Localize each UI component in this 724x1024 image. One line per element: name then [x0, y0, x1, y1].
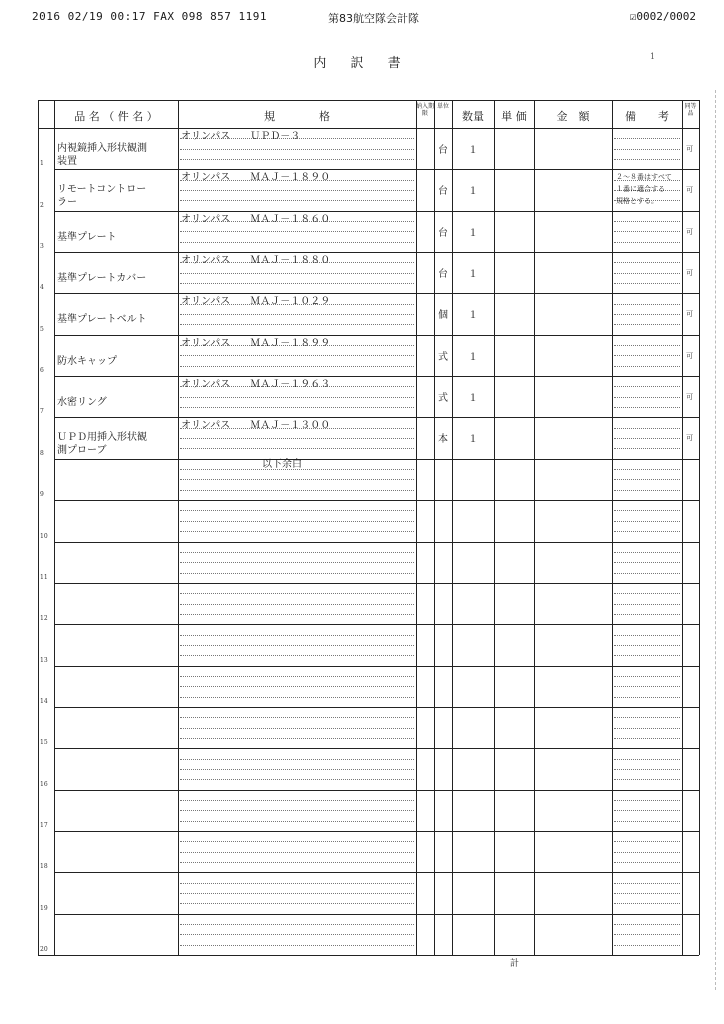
row-line [54, 252, 699, 253]
remarks-subline [614, 428, 680, 429]
remarks-subline [614, 407, 680, 408]
header-spec: 規 格 [264, 110, 330, 123]
row-number: 5 [40, 325, 44, 333]
row-number: 15 [40, 739, 48, 747]
row-line [54, 211, 699, 212]
remarks-subline [614, 604, 680, 605]
spec-subline [180, 149, 414, 150]
spec-subline [180, 934, 414, 935]
item-name: 基準プレートカバー [57, 273, 147, 285]
remarks-subline [614, 345, 680, 346]
spec-subline [180, 769, 414, 770]
equivalent-mark: 可 [686, 393, 693, 402]
remarks-subline [614, 479, 680, 480]
spec-subline [180, 314, 414, 315]
spec-subline [180, 945, 414, 946]
spec-subline [180, 366, 414, 367]
remarks-subline [614, 562, 680, 563]
spec-subline [180, 852, 414, 853]
spec-subline [180, 573, 414, 574]
remarks-subline [614, 531, 680, 532]
spec-subline [180, 676, 414, 677]
row-number: 7 [40, 408, 44, 416]
row-line [54, 500, 699, 501]
item-unit: 式 [438, 351, 448, 363]
fax-header [0, 10, 724, 28]
item-unit: 台 [438, 227, 448, 239]
spec-subline [180, 448, 414, 449]
spec-subline [180, 800, 414, 801]
item-quantity: １ [468, 310, 478, 322]
remarks-subline [614, 821, 680, 822]
row-line [54, 707, 699, 708]
header-quantity: 数量 [462, 110, 484, 123]
remarks-subline [614, 924, 680, 925]
column-line [699, 100, 700, 955]
remarks-subline [614, 728, 680, 729]
spec-subline [180, 604, 414, 605]
row-number: 13 [40, 656, 48, 664]
column-line [494, 100, 495, 955]
item-name: ＵＰＤ用挿入形状観 測プローブ [57, 432, 147, 457]
remarks-subline [614, 242, 680, 243]
column-line [416, 100, 417, 955]
spec-subline [180, 717, 414, 718]
fax-page-counter: ☑0002/0002 [629, 10, 696, 23]
spec-subline [180, 614, 414, 615]
item-quantity: １ [468, 269, 478, 281]
remarks-subline [614, 397, 680, 398]
item-unit: 本 [438, 434, 448, 446]
row-line [54, 790, 699, 791]
spec-subline [180, 242, 414, 243]
row-line [54, 624, 699, 625]
remarks-subline [614, 800, 680, 801]
spec-subline [180, 190, 414, 191]
remarks-subline [614, 883, 680, 884]
header-divider [38, 128, 699, 129]
spec-subline [180, 862, 414, 863]
item-spec: オリンパス ＭＡＪ－１８９０ [181, 172, 331, 184]
column-line [54, 100, 55, 955]
spec-subline [180, 635, 414, 636]
item-spec: オリンパス ＭＡＪ－１３００ [181, 420, 331, 432]
document-title: 内 訳 書 [313, 56, 411, 71]
remarks-subline [614, 697, 680, 698]
remarks-subline [614, 149, 680, 150]
item-unit: 台 [438, 186, 448, 198]
item-quantity: １ [468, 227, 478, 239]
total-label: 計 [510, 959, 520, 969]
spec-subline [180, 490, 414, 491]
row-number: 19 [40, 904, 48, 912]
remarks-subline [614, 893, 680, 894]
item-name: 基準プレート [57, 231, 117, 243]
item-spec: オリンパス ＭＡＪ－１８８０ [181, 255, 331, 267]
spec-subline [180, 655, 414, 656]
spec-subline [180, 738, 414, 739]
spec-subline [180, 779, 414, 780]
row-line [54, 748, 699, 749]
remarks-subline [614, 355, 680, 356]
remarks-subline [614, 945, 680, 946]
spec-subline [180, 200, 414, 201]
header-unit-price: 単 価 [501, 110, 527, 123]
item-unit: 式 [438, 393, 448, 405]
item-spec: オリンパス ＵＰＤ－３ [181, 131, 301, 142]
spec-subline [180, 728, 414, 729]
item-unit: 個 [438, 310, 448, 322]
spec-subline [180, 231, 414, 232]
row-line [54, 831, 699, 832]
item-quantity: １ [468, 351, 478, 363]
row-line [54, 583, 699, 584]
remarks-subline [614, 324, 680, 325]
item-quantity: １ [468, 393, 478, 405]
spec-subline [180, 841, 414, 842]
spec-subline [180, 562, 414, 563]
remarks-subline [614, 810, 680, 811]
remarks-subline [614, 448, 680, 449]
remarks-subline [614, 676, 680, 677]
equivalent-mark: 可 [686, 269, 693, 278]
remarks-subline [614, 614, 680, 615]
spec-subline [180, 531, 414, 532]
row-number: 16 [40, 780, 48, 788]
spec-subline [180, 273, 414, 274]
row-line [54, 169, 699, 170]
item-name: 内視鏡挿入形状観測 装置 [57, 143, 147, 167]
header-equivalent: 同等品 [684, 103, 697, 117]
remarks-subline [614, 686, 680, 687]
remarks-subline [614, 573, 680, 574]
remarks-subline [614, 221, 680, 222]
item-quantity: １ [468, 186, 478, 198]
equivalent-mark: 可 [686, 351, 693, 360]
remarks-subline [614, 645, 680, 646]
item-name: 水密リング [57, 397, 107, 409]
corner-mark: 1 [650, 52, 656, 61]
spec-subline [180, 821, 414, 822]
row-number: 18 [40, 863, 48, 871]
remarks-subline [614, 304, 680, 305]
item-name: 基準プレートベルト [57, 314, 147, 326]
row-number: 6 [40, 367, 44, 375]
spec-subline [180, 407, 414, 408]
remarks-subline [614, 273, 680, 274]
spec-subline [180, 759, 414, 760]
row-number: 14 [40, 697, 48, 705]
item-unit: 台 [438, 269, 448, 281]
spec-subline [180, 159, 414, 160]
item-quantity: １ [468, 434, 478, 446]
remarks-subline [614, 862, 680, 863]
remarks-subline [614, 510, 680, 511]
equivalent-mark: 可 [686, 434, 693, 443]
row-number: 2 [40, 201, 44, 209]
header-unit: 単位 [436, 103, 449, 110]
fax-transmission-info: 2016 02/19 00:17 FAX 098 857 1191 [32, 10, 268, 23]
item-spec: オリンパス ＭＡＪ－１８６０ [181, 213, 331, 225]
terminator-text: 以下余白 [262, 458, 302, 470]
spec-subline [180, 810, 414, 811]
spec-subline [180, 697, 414, 698]
remarks-subline [614, 314, 680, 315]
remarks-subline [614, 490, 680, 491]
item-unit: 台 [438, 145, 448, 156]
fax-sender-name: 第83航空隊会計隊 [328, 12, 419, 25]
spec-subline [180, 283, 414, 284]
remarks-subline [614, 759, 680, 760]
remarks-subline [614, 438, 680, 439]
spec-subline [180, 552, 414, 553]
remarks-subline [614, 159, 680, 160]
remarks-subline [614, 841, 680, 842]
breakdown-table [38, 100, 699, 969]
spec-subline [180, 479, 414, 480]
remarks-subline [614, 552, 680, 553]
column-line [534, 100, 535, 955]
spec-subline [180, 883, 414, 884]
remarks-subline [614, 231, 680, 232]
row-line [54, 914, 699, 915]
remarks-subline [614, 386, 680, 387]
header-remarks: 備 考 [625, 110, 669, 123]
spec-subline [180, 645, 414, 646]
remarks-subline [614, 738, 680, 739]
spec-subline [180, 686, 414, 687]
remarks-subline [614, 934, 680, 935]
row-number: 20 [40, 946, 48, 953]
row-number: 1 [40, 160, 44, 168]
remarks-subline [614, 593, 680, 594]
column-line [612, 100, 613, 955]
row-line [54, 293, 699, 294]
remarks-subline [614, 635, 680, 636]
remarks-subline [614, 655, 680, 656]
remarks-subline [614, 769, 680, 770]
column-line [178, 100, 179, 955]
item-name: リモートコントロー ラー [57, 184, 147, 209]
spec-subline [180, 397, 414, 398]
remarks-note: ２～８番はすべて １番に適合する 規格とする。 [616, 173, 672, 206]
row-number: 12 [40, 615, 48, 623]
spec-subline [180, 510, 414, 511]
spec-subline [180, 893, 414, 894]
header-delivery-period: 納入期限 [416, 103, 435, 117]
spec-subline [180, 903, 414, 904]
remarks-subline [614, 262, 680, 263]
remarks-subline [614, 903, 680, 904]
remarks-subline [614, 521, 680, 522]
row-line [54, 542, 699, 543]
row-number: 11 [40, 573, 48, 581]
equivalent-mark: 可 [686, 310, 693, 319]
row-number: 9 [40, 491, 44, 499]
spec-subline [180, 521, 414, 522]
equivalent-mark: 可 [686, 145, 693, 153]
scan-edge [715, 90, 720, 990]
column-line [682, 100, 683, 955]
remarks-subline [614, 366, 680, 367]
equivalent-mark: 可 [686, 186, 693, 195]
table-border-top [38, 100, 699, 101]
spec-subline [180, 593, 414, 594]
column-line [38, 100, 39, 955]
row-number: 3 [40, 243, 44, 251]
row-line [54, 459, 699, 460]
row-line [54, 417, 699, 418]
item-spec: オリンパス ＭＡＪ－１８９９ [181, 337, 331, 349]
remarks-subline [614, 779, 680, 780]
row-line [54, 666, 699, 667]
item-spec: オリンパス ＭＡＪ－１０２９ [181, 296, 331, 308]
spec-subline [180, 355, 414, 356]
row-number: 8 [40, 449, 44, 457]
row-number: 17 [40, 821, 48, 829]
equivalent-mark: 可 [686, 227, 693, 236]
remarks-subline [614, 852, 680, 853]
row-line [54, 872, 699, 873]
spec-subline [180, 438, 414, 439]
item-quantity: １ [468, 145, 478, 156]
remarks-subline [614, 283, 680, 284]
row-number: 10 [40, 532, 48, 540]
spec-subline [180, 924, 414, 925]
row-line [54, 376, 699, 377]
row-line [54, 335, 699, 336]
remarks-subline [614, 717, 680, 718]
table-border-bottom [38, 955, 699, 956]
header-item-name: 品 名 （ 件 名 ） [74, 110, 158, 123]
remarks-subline [614, 138, 680, 139]
remarks-subline [614, 469, 680, 470]
spec-subline [180, 324, 414, 325]
row-number: 4 [40, 284, 44, 292]
item-name: 防水キャップ [57, 355, 117, 367]
item-spec: オリンパス ＭＡＪ－１９６３ [181, 379, 331, 391]
header-amount: 金 額 [556, 110, 590, 123]
